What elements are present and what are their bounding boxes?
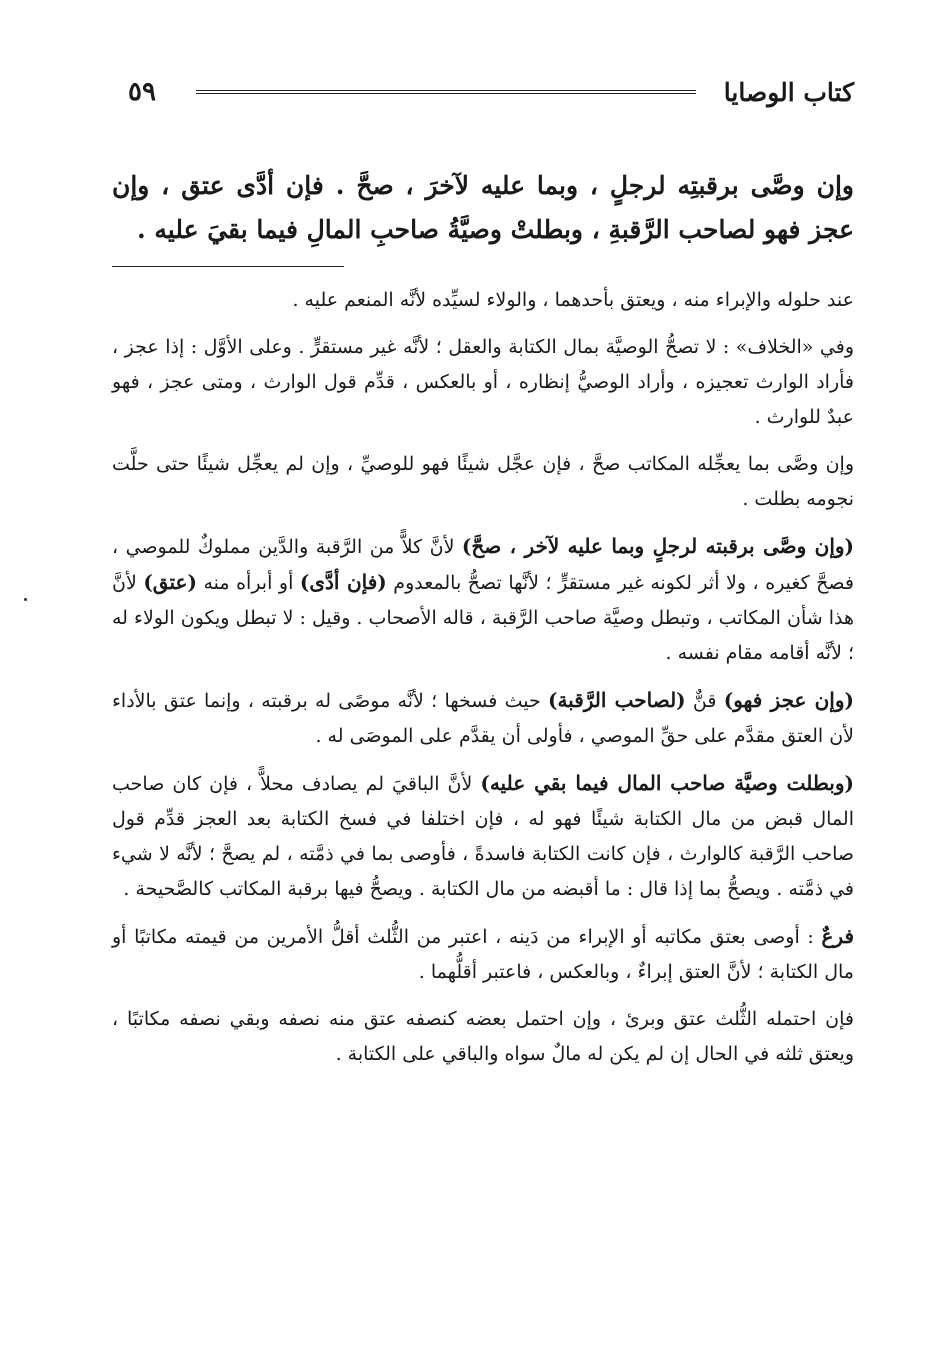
- commentary-paragraph-8: فإن احتمله الثُّلث عتق وبرئ ، وإن احتمل بعضه كنصفه عتق منه نصفه وبقي نصفه مكاتبًا ، ويعتق ثلثه في الحال إن لم يكن له مالٌ سواه والباقي على الكتابة .: [112, 1008, 854, 1065]
- commentary-text: : أوصى بعتق مكاتبه أو الإبراء من دَينه ، اعتبر من الثُّلث أقلُّ الأمرين من قيمته مكاتبًا أو مال الكتابة ؛ لأنَّ العتق إبراءٌ ، وبالعكس ، فاعتبر أقلُّهما .: [112, 926, 854, 983]
- matn-quote: (لصاحب الرَّقبة): [547, 688, 686, 712]
- commentary-text: لأنَّ هذا شأن المكاتب ، وتبطل وصيَّة صاحب الرَّقبة ، قاله الأصحاب . وقيل : لا تبطل ويكون الولاء له ؛ لأنَّه أقامه مقام نفسه .: [112, 572, 854, 664]
- commentary-paragraph-3: وإن وصَّى بما يعجِّله المكاتب صحَّ ، فإن عجَّل شيئًا فهو للوصيِّ ، وإن لم يعجِّل شيئًا حتى حلَّت نجومه بطلت .: [112, 453, 854, 510]
- section-heading: فرعٌ: [821, 924, 854, 948]
- matn-quote: (وإن وصَّى برقبته لرجلٍ وبما عليه لآخر ، صحَّ): [461, 534, 854, 558]
- commentary-text: قنٌّ: [685, 690, 724, 712]
- commentary-text: لأنَّ الباقيَ لم يصادف محلاًّ ، فإن كان صاحب المال قبض من مال الكتابة شيئًا فهو له ، فإن اختلفا في فسخ الكتابة بعد العجز قدِّم قول صاحب الرَّقبة كالوارث ، فإن كانت الكتابة فاسدةً ، فأوصى بما في ذمَّته ، لم يصحَّ ؛ لأنَّه لا شيء في ذمَّته . ويصحُّ بما إذا قال : ما أقبضه من مال الكتابة . ويصحُّ فيها برقبة المكاتب كالصَّحيحة .: [112, 773, 854, 900]
- commentary-text: أو أبرأه منه: [196, 572, 300, 594]
- margin-speck: [24, 598, 27, 601]
- book-title: كتاب الوصايا: [723, 77, 854, 107]
- page-number: ٥٩: [128, 77, 156, 107]
- commentary-paragraph-1: عند حلوله والإبراء منه ، ويعتق بأحدهما ، والولاء لسيِّده لأنَّه المنعم عليه .: [292, 289, 854, 311]
- matn-quote: (فإن أدَّى): [299, 570, 387, 594]
- commentary-paragraph-5: [112, 683, 854, 754]
- book-page: [112, 70, 854, 1300]
- commentary-text: حيث فسخها ؛ لأنَّه موصًى له برقبته ، وإنما عتق بالأداء لأن العتق مقدَّم على حقِّ الموصي ، فأولى أن يقدَّم على الموصَى له .: [112, 690, 854, 747]
- matn-divider: [112, 266, 344, 267]
- running-header: [112, 70, 854, 114]
- commentary-paragraph-4: [112, 529, 854, 671]
- commentary: [112, 283, 854, 1072]
- commentary-paragraph-6: [112, 766, 854, 907]
- header-divider: [196, 90, 696, 94]
- matn-quote: (وإن عجز فهو): [723, 688, 854, 712]
- matn-quote: (عتق): [143, 570, 197, 594]
- commentary-paragraph-7: [112, 919, 854, 990]
- matn-text: وإن وصَّى برقبتِه لرجلٍ ، وبما عليه لآخرَ ، صحَّ . فإن أدَّى عتق ، وإن عجز فهو لصاحب الرَّقبةِ ، وبطلتْ وصيَّةُ صاحبِ المالِ فيما بقيَ عليه .: [112, 171, 854, 244]
- matn-quote: (وبطلت وصيَّة صاحب المال فيما بقي عليه): [480, 771, 854, 795]
- commentary-text: لأنَّ كلاًّ من الرَّقبة والدَّين مملوكٌ للموصي ، فصحَّ كغيره ، ولا أثر لكونه غير مستقرٍّ ؛ لأنَّها تصحُّ بالمعدوم: [112, 536, 854, 594]
- commentary-paragraph-2: وفي «الخلاف» : لا تصحُّ الوصيَّة بمال الكتابة والعقل ؛ لأنَّه غير مستقرٍّ . وعلى الأوَّل : إذا عجز ، فأراد الوارث تعجيزه ، وأراد الوصيُّ إنظاره ، أو بالعكس ، قدِّم قول الوارث ، ومتى عجز ، فهو عبدٌ للوارث .: [112, 336, 854, 428]
